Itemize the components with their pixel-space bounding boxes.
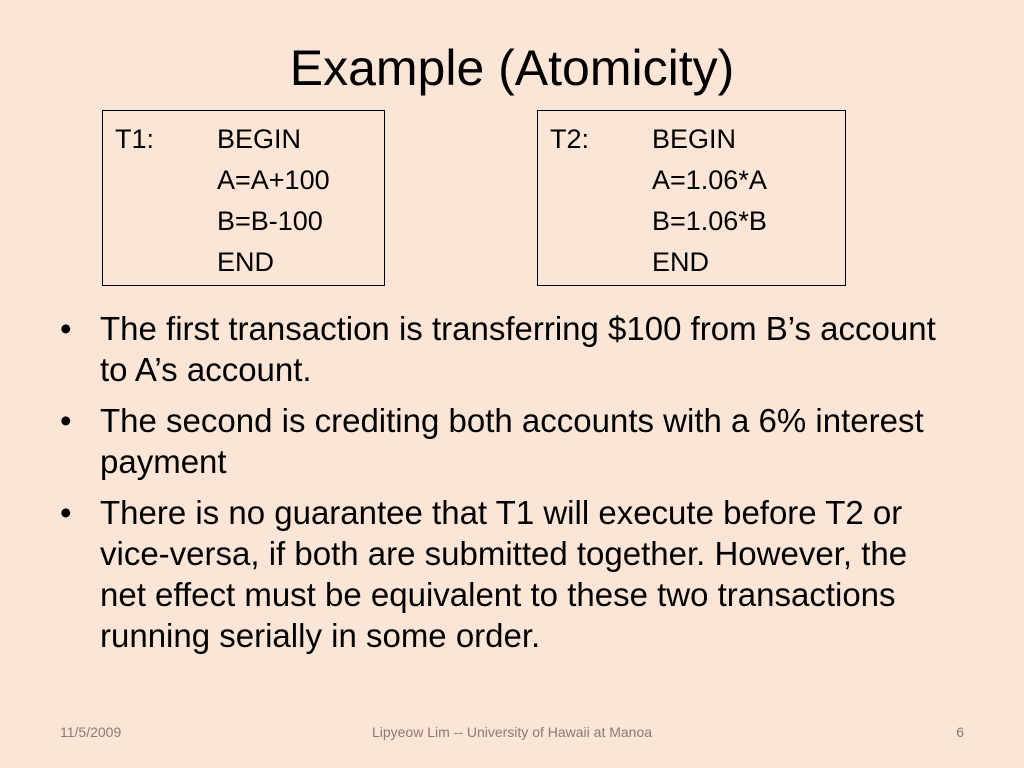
t1-line-update-b: B=B-100 <box>217 206 323 236</box>
bullet-text: There is no guarantee that T1 will execute before T2 or vice-versa, if both are submitted together. However, the net effect must be equivalent to these two transactions running serially in some order. <box>100 494 908 654</box>
t1-line-end: END <box>217 247 275 277</box>
bullet-text: The first transaction is transferring $100 from B’s account to A’s account. <box>100 310 936 388</box>
t1-line-update-a: A=A+100 <box>217 165 330 195</box>
bullet-item <box>60 308 960 390</box>
bullet-item <box>60 492 960 656</box>
t1-line-begin: BEGIN <box>217 124 302 154</box>
footer-page-number: 6 <box>956 724 964 740</box>
bullet-dot: • <box>60 402 72 439</box>
transaction-label-t1: T1: <box>115 124 155 154</box>
t2-line-update-b: B=1.06*B <box>652 206 767 236</box>
t2-line-end: END <box>652 247 710 277</box>
footer-author: Lipyeow Lim -- University of Hawaii at Manoa <box>371 724 653 740</box>
bullet-list <box>60 308 960 666</box>
transaction-box-t1 <box>102 110 385 286</box>
transaction-label-t2: T2: <box>550 124 590 154</box>
transaction-box-t2 <box>537 110 846 286</box>
t2-line-begin: BEGIN <box>652 124 737 154</box>
footer-date: 11/5/2009 <box>60 724 122 740</box>
slide-title: Example (Atomicity) <box>289 40 735 96</box>
bullet-dot: • <box>60 494 72 531</box>
bullet-item <box>60 400 960 482</box>
bullet-text: The second is crediting both accounts with a 6% interest payment <box>100 402 924 480</box>
t2-line-update-a: A=1.06*A <box>652 165 767 195</box>
bullet-dot: • <box>60 310 72 347</box>
